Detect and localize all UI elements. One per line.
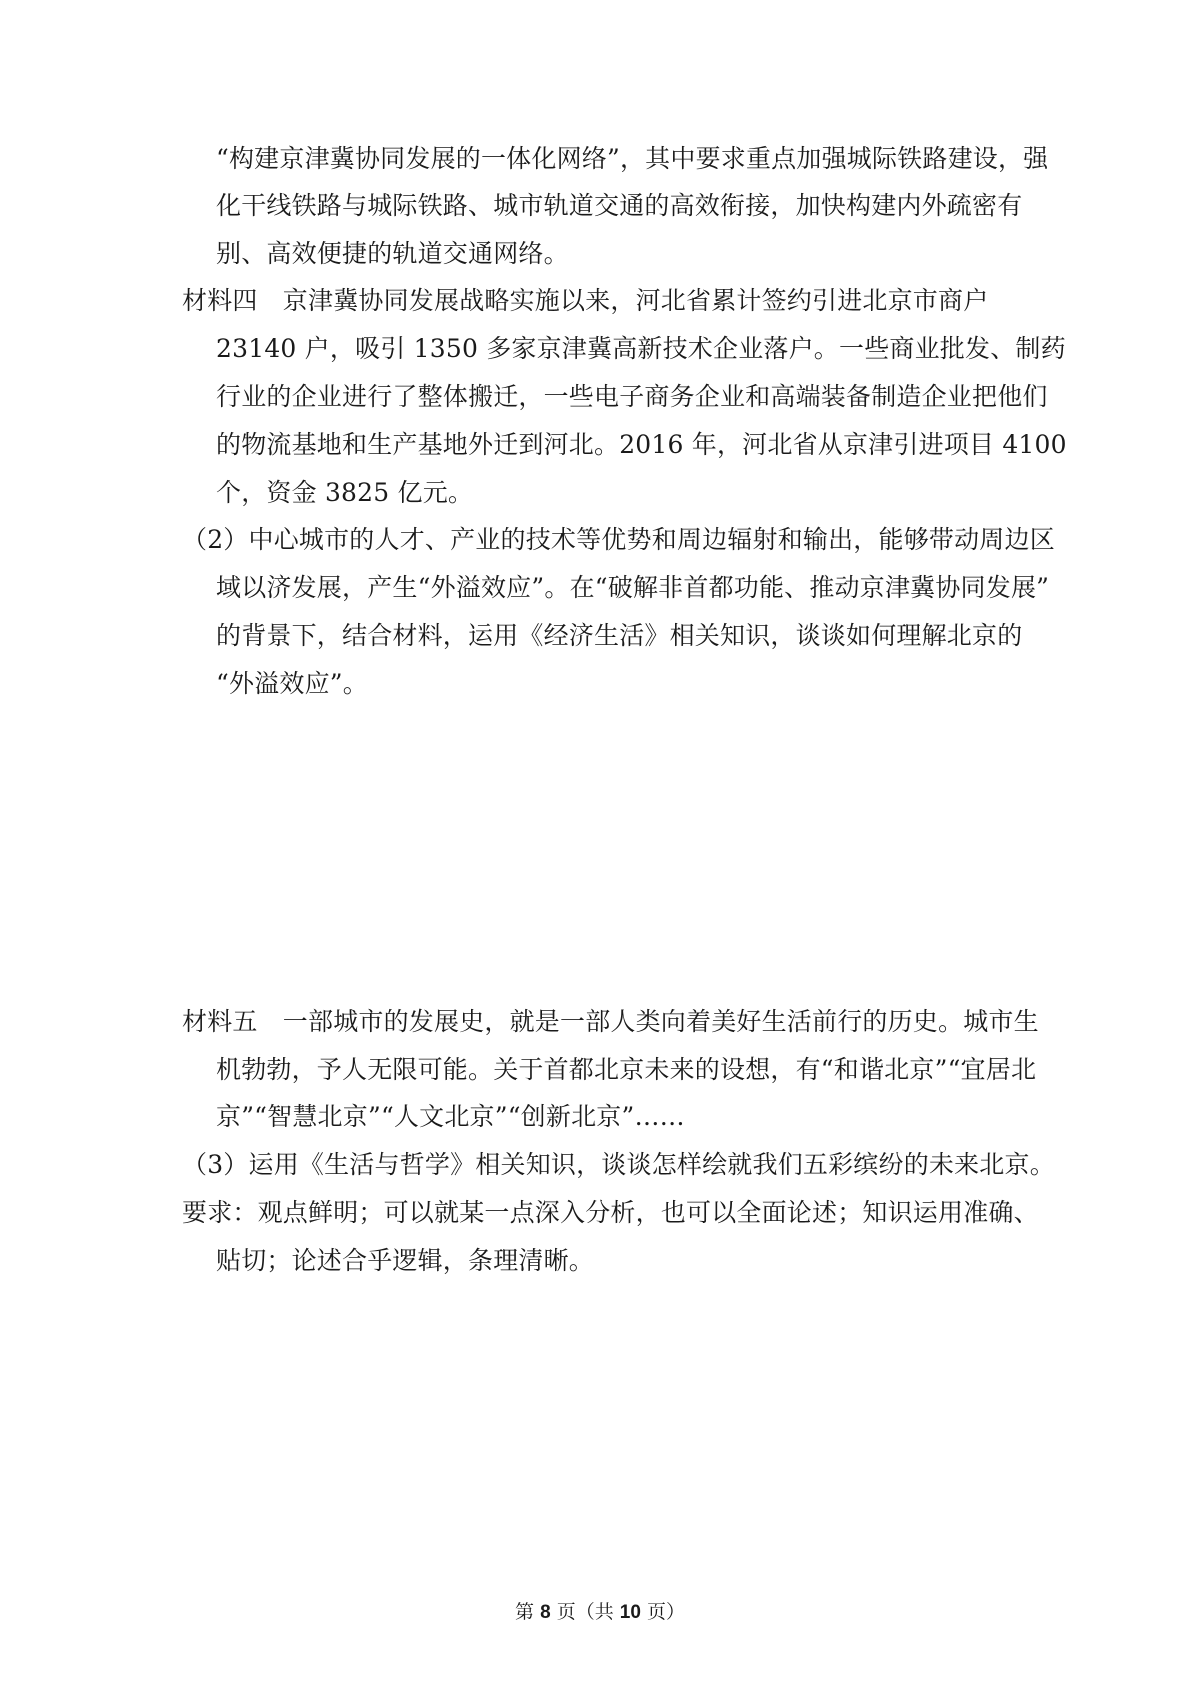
text-line: 机勃勃，予人无限可能。关于首都北京未来的设想，有“和谐北京”“宜居北 — [216, 1055, 1037, 1084]
requirement-heading-line: 要求：观点鲜明；可以就某一点深入分析，也可以全面论述；知识运用准确、 — [182, 1198, 1039, 1227]
footer-total-pages: 10 — [619, 1602, 641, 1623]
question-three-line: （3）运用《生活与哲学》相关知识，谈谈怎样绘就我们五彩缤纷的未来北京。 — [182, 1150, 1055, 1179]
text-line: 域以济发展，产生“外溢效应”。在“破解非首都功能、推动京津冀协同发展” — [216, 573, 1050, 602]
material-five-heading-line: 材料五 一部城市的发展史，就是一部人类向着美好生活前行的历史。城市生 — [182, 1007, 1039, 1036]
material-four-heading-line: 材料四 京津冀协同发展战略实施以来，河北省累计签约引进北京市商户 — [182, 286, 989, 315]
page-footer — [0, 1600, 1200, 1625]
footer-prefix: 第 — [515, 1601, 535, 1623]
text-line: 的物流基地和生产基地外迁到河北。2016 年，河北省从京津引进项目 4100 — [216, 430, 1067, 459]
question-two-heading-line: （2）中心城市的人才、产业的技术等优势和周边辐射和输出，能够带动周边区 — [182, 525, 1055, 554]
text-line: 贴切；论述合乎逻辑，条理清晰。 — [216, 1246, 595, 1275]
text-line: 23140 户，吸引 1350 多家京津冀高新技术企业落户。一些商业批发、制药 — [216, 334, 1066, 363]
text-line: 化干线铁路与城际铁路、城市轨道交通的高效衔接，加快构建内外疏密有 — [216, 191, 1023, 220]
answer-space — [182, 720, 1022, 990]
footer-page-number: 8 — [540, 1602, 551, 1623]
text-line: 别、高效便捷的轨道交通网络。 — [216, 239, 569, 268]
text-line: “构建京津冀协同发展的一体化网络”，其中要求重点加强城际铁路建设，强 — [216, 144, 1049, 173]
text-line: 的背景下，结合材料，运用《经济生活》相关知识，谈谈如何理解北京的 — [216, 621, 1023, 650]
footer-middle: 页（共 — [556, 1601, 614, 1623]
text-line: 京”“智慧北京”“人文北京”“创新北京”…… — [216, 1102, 685, 1131]
text-line: 行业的企业进行了整体搬迁，一些电子商务企业和高端装备制造企业把他们 — [216, 382, 1048, 411]
footer-suffix: 页） — [646, 1601, 685, 1623]
text-line: “外溢效应”。 — [216, 669, 368, 698]
text-line: 个，资金 3825 亿元。 — [216, 478, 474, 507]
